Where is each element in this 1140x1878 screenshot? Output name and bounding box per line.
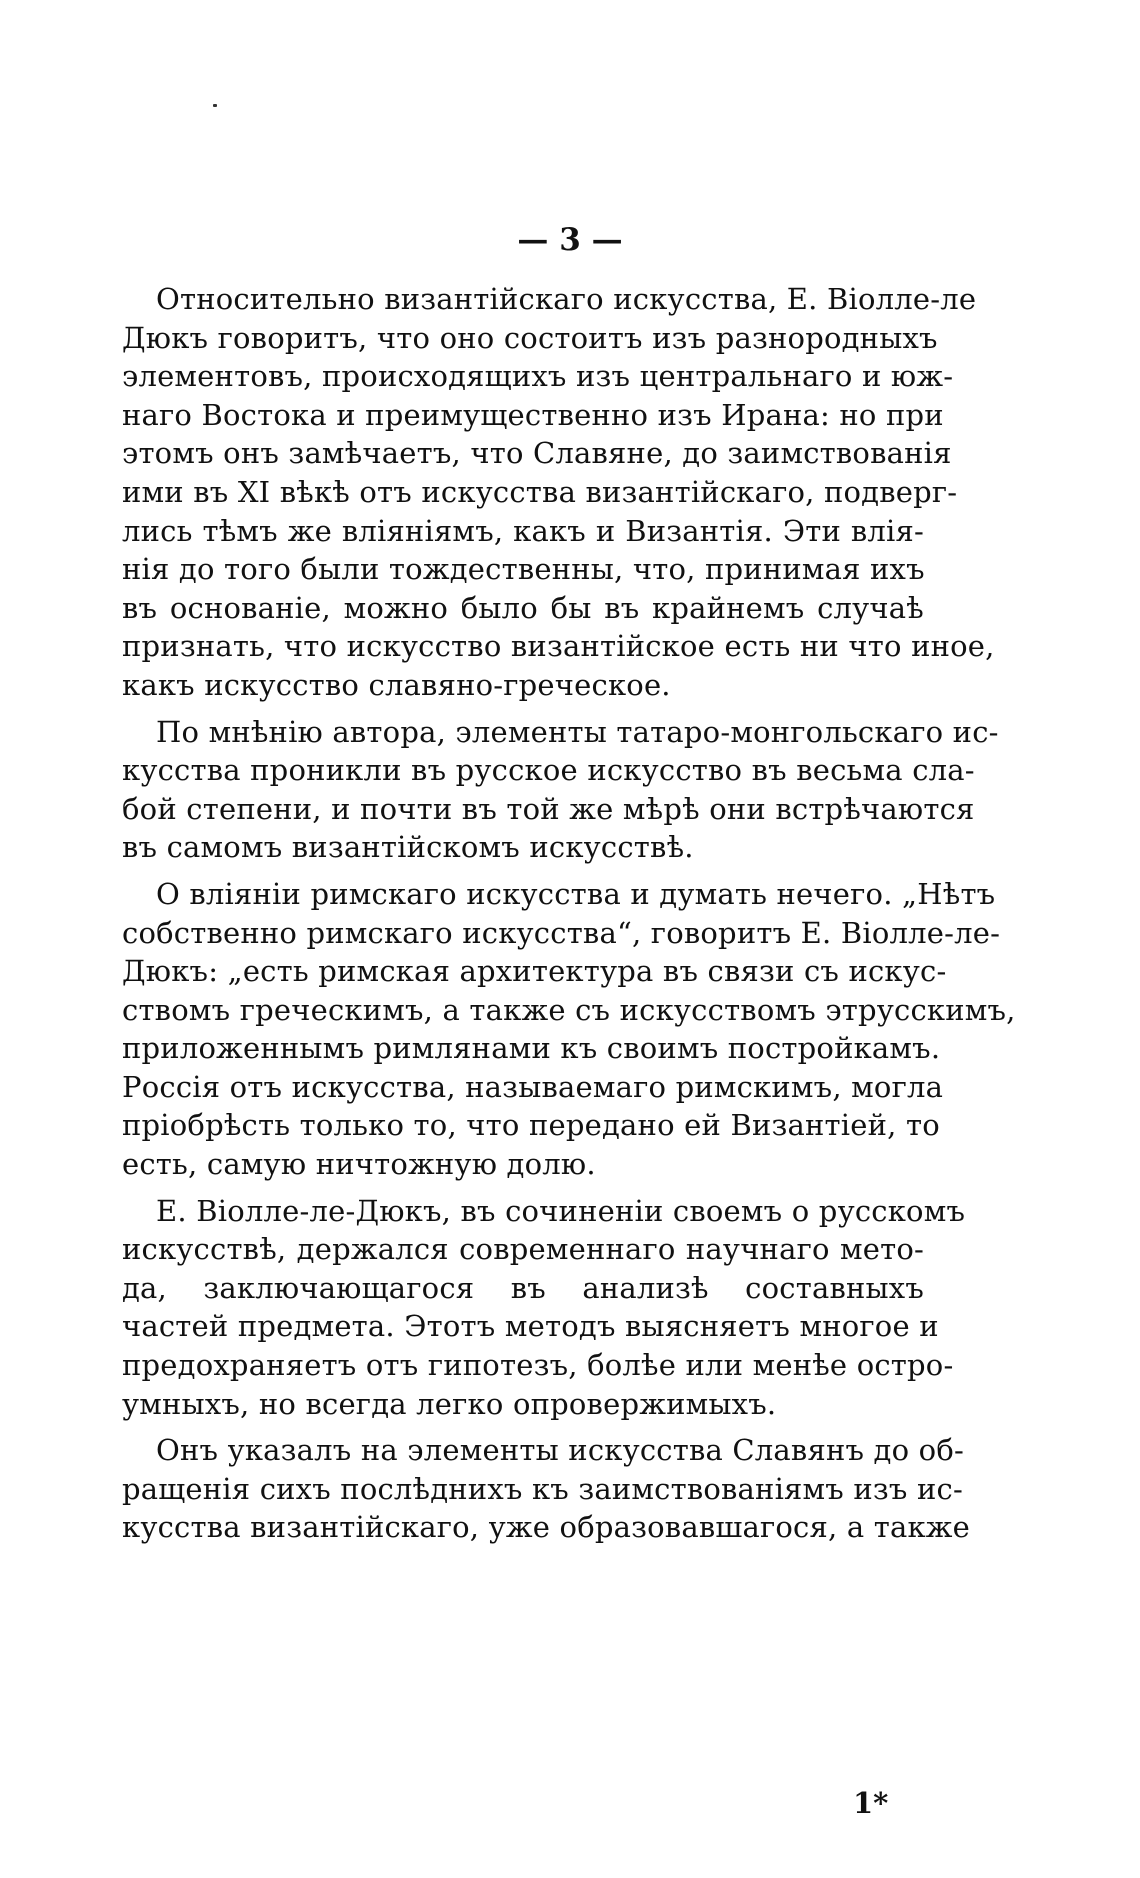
- paragraph-5: [122, 1431, 971, 1547]
- text-line: нія до того были тождественны, что, принимая ихъ: [122, 552, 925, 587]
- text-line: въ самомъ византійскомъ искусствѣ.: [122, 830, 694, 865]
- text-line: приложеннымъ римлянами къ своимъ постройкамъ.: [122, 1031, 941, 1066]
- text-line: въ основаніе, можно было бы въ крайнемъ случаѣ: [122, 590, 924, 625]
- text-line: лись тѣмъ же вліяніямъ, какъ и Византія. Эти влія-: [122, 513, 924, 548]
- text-line: бой степени, и почти въ той же мѣрѣ они встрѣчаются: [122, 791, 975, 826]
- text-line: кусства проникли въ русское искусство въ весьма сла-: [122, 753, 975, 788]
- text-line: этомъ онъ замѣчаетъ, что Славяне, до заимствованія: [122, 436, 952, 471]
- text-line: ращенія сихъ послѣднихъ къ заимствованіямъ изъ ис-: [122, 1471, 963, 1506]
- text-line: По мнѣнію автора, элементы татаро-монгольскаго ис-: [156, 714, 999, 749]
- text-line: пріобрѣсть только то, что передано ей Византіей, то: [122, 1108, 940, 1143]
- paragraph-3: [122, 875, 1016, 1184]
- page-number: — 3 —: [517, 222, 623, 258]
- text-line: элементовъ, происходящихъ изъ центральнаго и юж-: [122, 359, 954, 394]
- body-text: [122, 280, 1016, 1547]
- text-line: есть, самую ничтожную долю.: [122, 1147, 596, 1182]
- text-line: собственно римскаго искусства“, говоритъ Е. Віолле-ле-: [122, 915, 1001, 950]
- text-line: искусствѣ, держался современнаго научнаго мето-: [122, 1232, 924, 1267]
- text-line: О вліяніи римскаго искусства и думать нечего. „Нѣтъ: [156, 876, 996, 911]
- paragraph-4: [122, 1192, 966, 1424]
- scan-speck: [213, 104, 217, 107]
- text-line: Дюкъ: „есть римская архитектура въ связи съ искус-: [122, 954, 947, 989]
- text-line: признать, что искусство византійское есть ни что иное,: [122, 629, 995, 664]
- text-line: да, заключающагося въ анализѣ составныхъ: [122, 1270, 924, 1305]
- paragraph-1: [122, 280, 995, 705]
- paragraph-2: [122, 713, 999, 867]
- text-line: какъ искусство славяно-греческое.: [122, 667, 671, 702]
- text-line: предохраняетъ отъ гипотезъ, болѣе или менѣе остро-: [122, 1348, 954, 1383]
- text-line: Россія отъ искусства, называемаго римскимъ, могла: [122, 1069, 944, 1104]
- text-line: Относительно византійскаго искусства, Е. Віолле-ле: [156, 282, 977, 316]
- text-line: кусства византійскаго, уже образовавшагося, а также: [122, 1510, 971, 1545]
- text-line: умныхъ, но всегда легко опровержимыхъ.: [122, 1386, 777, 1421]
- text-line: Е. Віолле-ле-Дюкъ, въ сочиненіи своемъ о русскомъ: [156, 1193, 966, 1228]
- text-line: наго Востока и преимущественно изъ Ирана: но при: [122, 397, 944, 432]
- text-line: Онъ указалъ на элементы искусства Славянъ до об-: [156, 1433, 964, 1468]
- text-line: Дюкъ говоритъ, что оно состоитъ изъ разнородныхъ: [122, 320, 938, 355]
- text-line: ствомъ греческимъ, а также съ искусствомъ этрусскимъ,: [122, 992, 1016, 1027]
- text-line: ими въ XI вѣкѣ отъ искусства византійскаго, подверг-: [122, 474, 958, 509]
- text-line: частей предмета. Этотъ методъ выясняетъ многое и: [122, 1309, 939, 1344]
- signature-mark: 1*: [853, 1786, 889, 1820]
